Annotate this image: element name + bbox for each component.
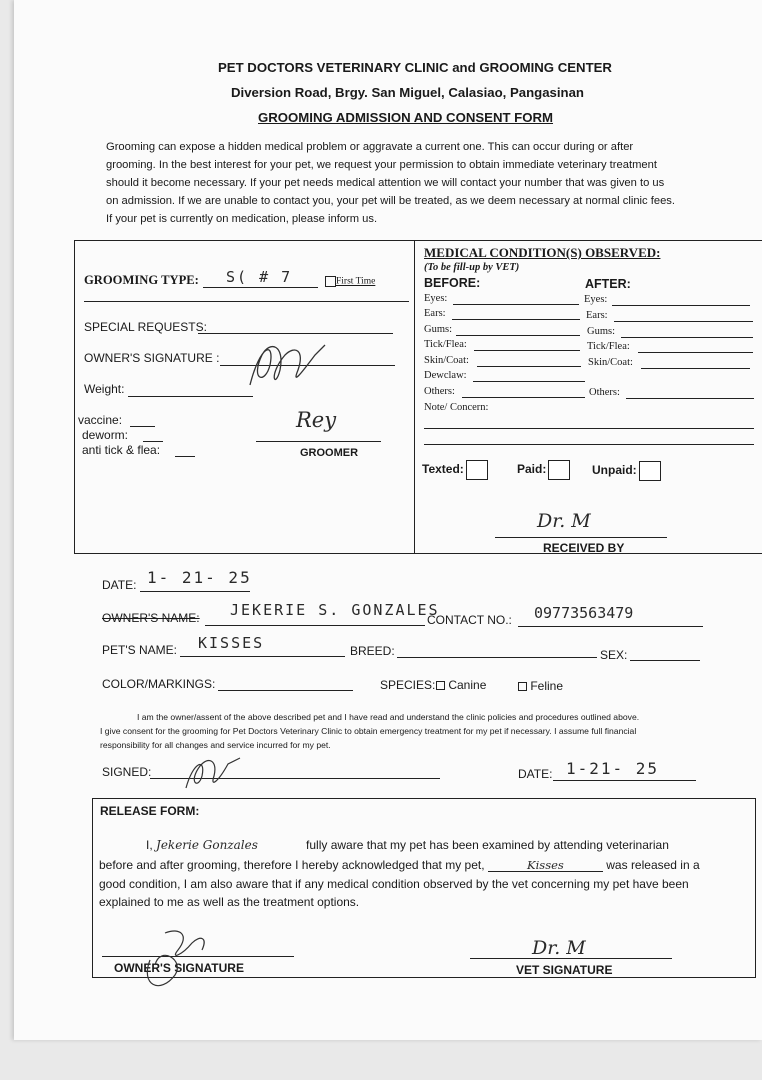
before-ears-line — [452, 319, 580, 320]
after-label: AFTER: — [585, 277, 631, 291]
canine-checkbox[interactable] — [436, 681, 445, 690]
before-dewclaw-label: Dewclaw: — [424, 370, 467, 381]
paid-field[interactable] — [517, 460, 570, 480]
texted-box[interactable] — [466, 460, 488, 480]
weight-line — [128, 396, 253, 397]
owner-name-label: OWNER'S NAME: — [102, 611, 200, 625]
contact-value: 09773563479 — [534, 604, 634, 622]
groomer-signature: Rey — [296, 408, 337, 432]
release-line-1 — [146, 838, 669, 852]
release-line-1-text: fully aware that my pet has been examined by attending veterinarian — [306, 838, 669, 852]
release-i: I, — [146, 838, 153, 852]
consent-line: I give consent for the grooming for Pet Doctors Veterinary Clinic to obtain emergency treatment for my pet if necessary. I assume full financial — [100, 726, 637, 736]
special-requests-label: SPECIAL REQUESTS: — [84, 320, 207, 334]
signed-date-label: DATE: — [518, 767, 553, 781]
vet-signature-line — [470, 958, 672, 959]
date-value: 1- 21- 25 — [147, 568, 252, 587]
intro-line: Grooming can expose a hidden medical problem or aggravate a current one. This can occur during or after — [106, 141, 634, 153]
release-line-4: explained to me as well as the treatment options. — [99, 895, 360, 909]
before-eyes-label: Eyes: — [424, 293, 448, 304]
signed-label: SIGNED: — [102, 765, 152, 779]
weight-label: Weight: — [84, 382, 125, 396]
grooming-type-line — [203, 287, 318, 288]
consent-line: responsibility for all changes and service incurred for my pet. — [100, 740, 331, 750]
paid-label: Paid: — [517, 462, 547, 477]
before-others-label: Others: — [424, 386, 455, 397]
groomer-line — [256, 441, 381, 442]
groomer-label: GROOMER — [300, 447, 359, 459]
date-line — [140, 591, 250, 592]
unpaid-label: Unpaid: — [592, 463, 637, 478]
color-line — [218, 690, 353, 691]
clinic-address: Diversion Road, Brgy. San Miguel, Calasiao, Pangasinan — [231, 85, 584, 100]
note-label: Note/ Concern: — [424, 402, 489, 413]
after-others-line — [626, 398, 754, 399]
before-dewclaw-line — [473, 381, 585, 382]
after-eyes-line — [612, 305, 750, 306]
contact-line — [518, 626, 703, 627]
vaccine-label: vaccine: — [78, 413, 123, 427]
intro-line: should it become necessary. If your pet needs medical attention we will contact your number that was given to us — [106, 177, 665, 189]
release-owner-name: Jekerie Gonzales — [156, 838, 258, 852]
before-ears-label: Ears: — [424, 308, 446, 319]
after-skin-line — [641, 368, 750, 369]
deworm-line — [143, 441, 163, 442]
vet-signature-value: Dr. M — [532, 937, 586, 959]
grooming-type-second-line — [84, 301, 409, 302]
owner-release-signature-scribble — [120, 925, 220, 995]
grooming-type-value: S( # 7 — [226, 268, 293, 286]
received-by-label: RECEIVED BY — [543, 541, 625, 555]
species-label: SPECIES: — [380, 678, 436, 692]
before-eyes-line — [453, 304, 579, 305]
before-gums-line — [456, 335, 580, 336]
after-tick-line — [638, 352, 753, 353]
after-eyes-label: Eyes: — [584, 294, 608, 305]
intro-line: on admission. If we are unable to contact you, your pet will be treated, as we deem necessary at normal clinic fees. — [106, 195, 675, 207]
owner-signature-scribble — [240, 335, 330, 395]
note-line-1 — [424, 428, 754, 429]
before-tick-line — [474, 350, 580, 351]
antitick-label: anti tick & flea: — [82, 443, 161, 457]
vaccine-line — [130, 426, 155, 427]
release-line-2-end: was released in a — [606, 858, 700, 872]
before-tick-label: Tick/Flea: — [424, 339, 467, 350]
consent-line: I am the owner/assent of the above described pet and I have read and understand the clinic policies and procedures outlined above. — [137, 712, 640, 722]
unpaid-box[interactable] — [639, 461, 661, 481]
before-skin-line — [477, 366, 581, 367]
paid-box[interactable] — [548, 460, 570, 480]
special-requests-line — [198, 333, 393, 334]
release-title: RELEASE FORM: — [100, 804, 200, 818]
owner-name-value: JEKERIE S. GONZALES — [230, 601, 440, 619]
clinic-name: PET DOCTORS VETERINARY CLINIC and GROOMING CENTER — [218, 60, 612, 75]
sex-line — [630, 660, 700, 661]
after-tick-label: Tick/Flea: — [587, 341, 630, 352]
feline-label: Feline — [530, 679, 564, 693]
unpaid-field[interactable] — [592, 461, 661, 481]
vet-signature-label: VET SIGNATURE — [516, 963, 613, 977]
species-canine-option[interactable] — [436, 678, 486, 692]
medical-subtitle: (To be fill-up by VET) — [424, 262, 520, 273]
species-feline-option[interactable] — [518, 679, 563, 693]
release-line-3: good condition, I am also aware that if any medical condition observed by the vet concerning my pet have been — [99, 877, 689, 891]
first-time-label: First Time — [336, 276, 376, 287]
release-line-2-text: before and after grooming, therefore I hereby acknowledged that my pet, — [99, 858, 485, 872]
after-ears-label: Ears: — [586, 310, 608, 321]
date-label: DATE: — [102, 578, 137, 592]
deworm-label: deworm: — [82, 428, 129, 442]
release-line-2 — [99, 858, 700, 872]
sex-label: SEX: — [600, 648, 628, 662]
breed-label: BREED: — [350, 644, 395, 658]
breed-line — [397, 657, 597, 658]
release-pet-name: Kisses — [488, 859, 603, 872]
after-others-label: Others: — [589, 387, 620, 398]
owner-name-line — [205, 625, 425, 626]
antitick-line — [175, 456, 195, 457]
form-title: GROOMING ADMISSION AND CONSENT FORM — [258, 110, 554, 125]
signed-signature-scribble — [178, 752, 248, 792]
owner-signature-label: OWNER'S SIGNATURE : — [84, 351, 220, 365]
feline-checkbox[interactable] — [518, 682, 527, 691]
box-divider — [414, 240, 415, 553]
medical-title: MEDICAL CONDITION(S) OBSERVED: — [424, 245, 661, 260]
texted-label: Texted: — [422, 462, 464, 477]
received-by-line — [495, 537, 667, 538]
contact-label: CONTACT NO.: — [427, 613, 512, 627]
received-by-signature: Dr. M — [537, 510, 591, 532]
before-others-line — [462, 397, 585, 398]
first-time-box[interactable] — [325, 276, 336, 287]
before-label: BEFORE: — [424, 276, 481, 290]
after-gums-label: Gums: — [587, 326, 616, 337]
after-skin-label: Skin/Coat: — [588, 357, 633, 368]
signed-date-line — [553, 780, 696, 781]
after-ears-line — [614, 321, 753, 322]
before-skin-label: Skin/Coat: — [424, 355, 469, 366]
color-label: COLOR/MARKINGS: — [102, 677, 216, 691]
note-line-2 — [424, 444, 754, 445]
pet-name-value: KISSES — [198, 634, 265, 652]
first-time-checkbox[interactable] — [325, 276, 375, 287]
pet-name-line — [180, 656, 345, 657]
grooming-type-label: GROOMING TYPE: — [84, 273, 199, 287]
before-gums-label: Gums: — [424, 324, 453, 335]
canine-label: Canine — [448, 678, 487, 692]
pet-name-label: PET'S NAME: — [102, 643, 177, 657]
intro-line: grooming. In the best interest for your pet, we request your permission to obtain immediate veterinary treatment — [106, 159, 657, 171]
owner-release-signature-label: OWNER'S SIGNATURE — [114, 961, 244, 975]
after-gums-line — [621, 337, 753, 338]
texted-field[interactable] — [422, 460, 488, 480]
intro-line: If your pet is currently on medication, please inform us. — [106, 213, 378, 225]
signed-date-value: 1-21- 25 — [566, 759, 660, 778]
